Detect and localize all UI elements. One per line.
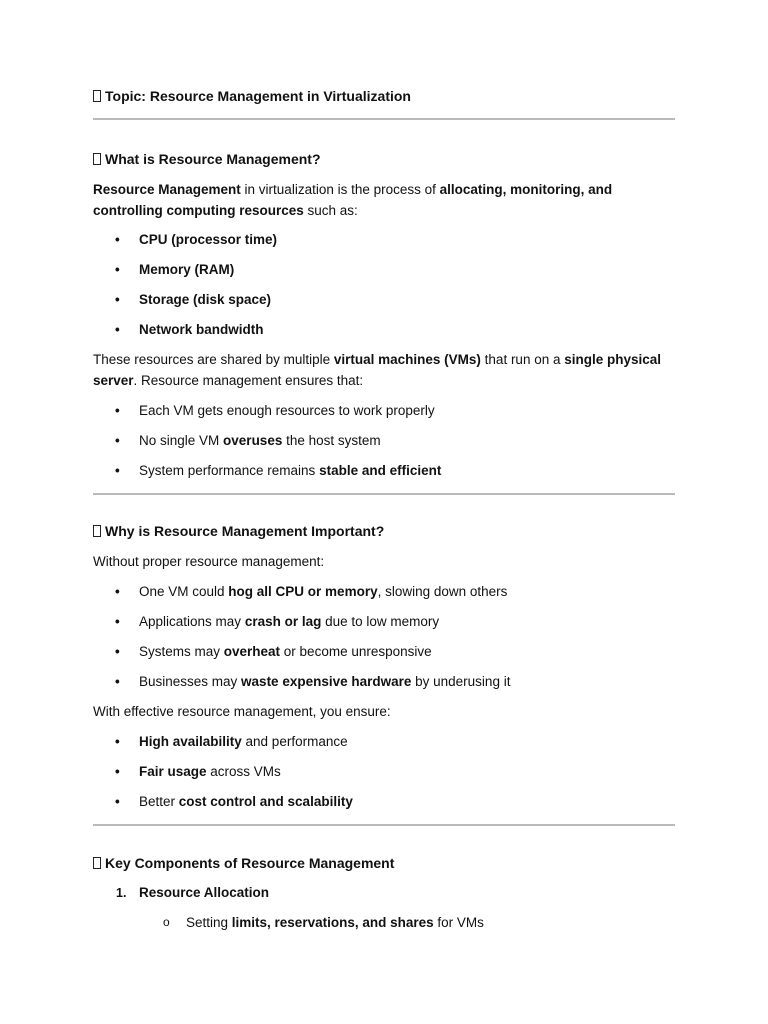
- section-heading-text: Key Components of Resource Management: [105, 855, 395, 871]
- bold-text: hog all CPU or memory: [228, 584, 378, 599]
- sub-list-item: [93, 913, 675, 933]
- sub-list: [93, 913, 675, 933]
- numbered-list-item: [93, 883, 675, 903]
- list-item: [93, 461, 675, 481]
- list-item: [93, 792, 675, 812]
- text: that run on a: [480, 352, 565, 367]
- text: across VMs: [206, 764, 281, 779]
- text: Businesses may: [139, 674, 242, 689]
- section-heading-what: [93, 149, 675, 169]
- horizontal-rule: [93, 118, 675, 120]
- text: or become unresponsive: [280, 644, 432, 659]
- list-item: [93, 732, 675, 752]
- ensures-list: [93, 401, 675, 481]
- text: One VM could: [139, 584, 229, 599]
- bold-text: waste expensive hardware: [241, 674, 412, 689]
- bold-text: limits, reservations, and shares: [231, 915, 434, 930]
- list-item: [93, 582, 675, 602]
- list-item: • Network bandwidth: [93, 320, 675, 340]
- with-paragraph: With effective resource management, you ensure:: [93, 704, 391, 719]
- horizontal-rule: [93, 824, 675, 826]
- shared-paragraph: [93, 349, 675, 391]
- text: Setting: [186, 915, 232, 930]
- bold-text: virtual machines (VMs): [333, 352, 481, 367]
- document-page: [93, 86, 675, 933]
- bold-text: Resource Management: [93, 182, 241, 197]
- benefits-list: [93, 732, 675, 812]
- bold-text: crash or lag: [244, 614, 322, 629]
- list-item: [93, 672, 675, 692]
- bold-text: stable and efficient: [319, 463, 442, 478]
- bold-text: cost control and scalability: [178, 794, 353, 809]
- missing-glyph-icon: [93, 90, 101, 102]
- bold-text: single physical server: [93, 352, 662, 388]
- text: No single VM: [139, 433, 224, 448]
- bold-text: overheat: [223, 644, 281, 659]
- list-item: [93, 401, 675, 421]
- components-list: [93, 883, 675, 903]
- problems-list: [93, 582, 675, 692]
- text: System performance remains: [139, 463, 320, 478]
- list-item-title: Resource Allocation: [139, 885, 270, 900]
- missing-glyph-icon: [93, 525, 101, 537]
- text: , slowing down others: [377, 584, 508, 599]
- list-item: • Storage (disk space): [93, 290, 675, 310]
- text: Better: [139, 794, 179, 809]
- resource-list: [93, 230, 675, 340]
- text: in virtualization is the process of: [240, 182, 440, 197]
- text: and performance: [241, 734, 348, 749]
- list-number: 1.: [116, 886, 127, 900]
- section-heading-components: [93, 853, 675, 873]
- missing-glyph-icon: [93, 153, 101, 165]
- horizontal-rule: [93, 493, 675, 495]
- section-heading-why: [93, 521, 675, 541]
- list-item: [93, 612, 675, 632]
- list-item: • CPU (processor time): [93, 230, 675, 250]
- without-paragraph: Without proper resource management:: [93, 554, 325, 569]
- list-item: [93, 642, 675, 662]
- text: Applications may: [139, 614, 245, 629]
- list-item: [93, 431, 675, 451]
- text: by underusing it: [411, 674, 511, 689]
- section-heading-text: What is Resource Management?: [105, 151, 321, 167]
- bold-text: overuses: [223, 433, 283, 448]
- list-item: • Memory (RAM): [93, 260, 675, 280]
- topic-heading-text: Topic: Resource Management in Virtualization: [105, 88, 411, 104]
- list-item: [93, 762, 675, 782]
- text: . Resource management ensures that:: [133, 373, 364, 388]
- missing-glyph-icon: [93, 857, 101, 869]
- text: for VMs: [433, 915, 484, 930]
- intro-paragraph: [93, 179, 675, 221]
- bold-text: Fair usage: [139, 764, 207, 779]
- text: These resources are shared by multiple: [93, 352, 334, 367]
- text: due to low memory: [321, 614, 440, 629]
- text: Systems may: [139, 644, 224, 659]
- text: the host system: [282, 433, 381, 448]
- text: Each VM gets enough resources to work properly: [139, 403, 435, 418]
- text: such as:: [303, 203, 358, 218]
- bold-text: High availability: [139, 734, 242, 749]
- topic-heading: [93, 86, 675, 106]
- section-heading-text: Why is Resource Management Important?: [105, 523, 385, 539]
- bold-text: allocating, monitoring, and controlling computing resources: [93, 182, 613, 218]
